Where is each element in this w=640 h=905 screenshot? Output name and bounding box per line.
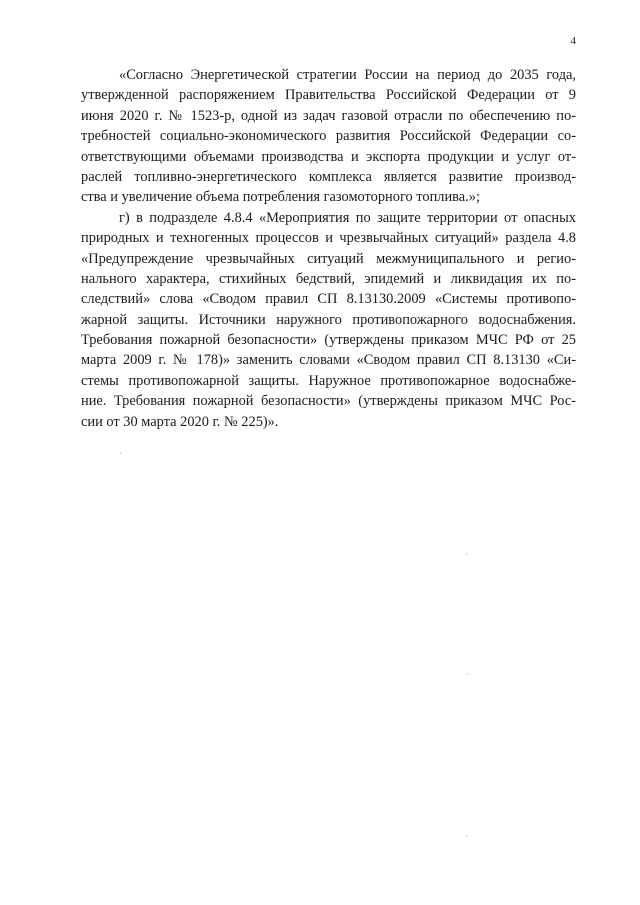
- paragraph-2-line-9: стемы противопожарной защиты. Наружное противопожарное водоснабже-: [81, 372, 576, 389]
- paragraph-2-line-1: г) в подразделе 4.8.4 «Мероприятия по защите территории от опасных: [119, 209, 576, 226]
- paragraph-1-line-5: ответствующими объемами производства и экспорта продукции и услуг от-: [81, 148, 576, 165]
- scan-speck: [467, 673, 468, 675]
- paragraph-2-line-4: нального характера, стихийных бедствий, эпидемий и ликвидация их по-: [81, 270, 576, 287]
- paragraph-2-line-7: Требования пожарной безопасности» (утверждены приказом МЧС РФ от 25: [81, 332, 576, 349]
- paragraph-1-line-6: раслей топливно-энергетического комплекса является развитие производ-: [81, 168, 576, 185]
- paragraph-2-line-2: природных и техногенных процессов и чрезвычайных ситуаций» раздела 4.8: [81, 230, 576, 247]
- paragraph-1-line-7: ства и увеличение объема потребления газомоторного топлива.»;: [81, 189, 480, 206]
- scan-speck: [466, 553, 467, 555]
- paragraph-1-line-4: требностей социально-экономического развития Российской Федерации со-: [81, 128, 576, 145]
- scan-speck: [120, 452, 121, 454]
- paragraph-1-line-2: утвержденной распоряжением Правительства Российской Федерации от 9: [81, 87, 576, 104]
- paragraph-2-line-6: жарной защиты. Источники наружного противопожарного водоснабжения.: [81, 311, 576, 328]
- document-body: [81, 65, 576, 432]
- scan-speck: [466, 835, 467, 837]
- page-number: 4: [570, 35, 576, 47]
- paragraph-2-line-10: ние. Требования пожарной безопасности» (утверждены приказом МЧС Рос-: [81, 393, 576, 410]
- paragraph-1-line-1: «Согласно Энергетической стратегии России на период до 2035 года,: [119, 67, 576, 83]
- paragraph-2-line-3: «Предупреждение чрезвычайных ситуаций межмуниципального и регио-: [81, 250, 576, 267]
- paragraph-2-line-8: марта 2009 г. № 178)» заменить словами «Сводом правил СП 8.13130 «Си-: [81, 352, 576, 369]
- paragraph-1-line-3: июня 2020 г. № 1523-р, одной из задач газовой отрасли по обеспечению по-: [81, 107, 576, 124]
- paragraph-2-line-11: сии от 30 марта 2020 г. № 225)».: [81, 413, 279, 430]
- paragraph-2-line-5: следствий» слова «Сводом правил СП 8.13130.2009 «Системы противопо-: [81, 291, 576, 308]
